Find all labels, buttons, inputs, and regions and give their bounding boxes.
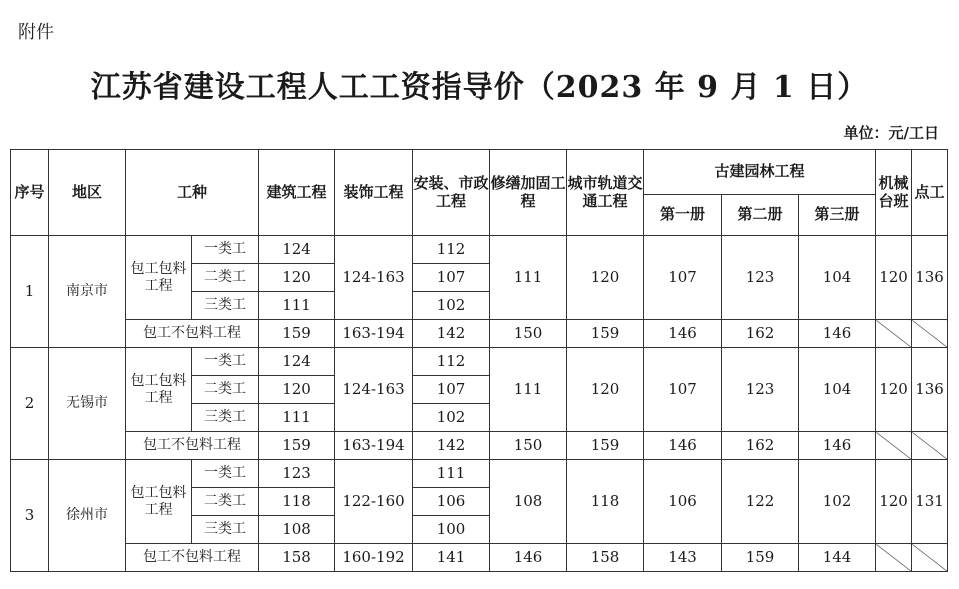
cell-empty-machinery (876, 320, 912, 348)
cell-nomat-label: 包工不包料工程 (126, 432, 259, 460)
page-title: 江苏省建设工程人工工资指导价（2023 年 9 月 1 日） (90, 70, 869, 105)
cell-nomat-installation: 142 (413, 320, 490, 348)
cell-nomat-repair: 150 (490, 320, 567, 348)
cell-group-label: 包工包料工程 (126, 348, 192, 432)
cell-machinery: 120 (876, 236, 912, 320)
cell-installation: 107 (413, 376, 490, 404)
cell-empty-machinery (876, 432, 912, 460)
cell-nomat-rail: 159 (567, 432, 644, 460)
cell-nomat-building: 158 (259, 544, 335, 572)
unit-label: 单位：元/工日 (843, 124, 939, 142)
cell-installation: 107 (413, 264, 490, 292)
cell-worker-class: 三类工 (192, 404, 259, 432)
cell-empty-spot (912, 320, 948, 348)
cell-vol1: 107 (644, 348, 722, 432)
cell-spot: 136 (912, 236, 948, 320)
cell-worker-class: 二类工 (192, 376, 259, 404)
cell-building: 111 (259, 404, 335, 432)
cell-machinery: 120 (876, 460, 912, 544)
cell-building: 120 (259, 264, 335, 292)
cell-nomat-rail: 159 (567, 320, 644, 348)
cell-vol3: 102 (799, 460, 876, 544)
cell-installation: 102 (413, 292, 490, 320)
cell-decoration: 124-163 (335, 348, 413, 432)
header-work-type: 工种 (126, 150, 259, 236)
cell-installation: 106 (413, 488, 490, 516)
cell-worker-class: 一类工 (192, 460, 259, 488)
cell-installation: 100 (413, 516, 490, 544)
cell-empty-spot (912, 432, 948, 460)
cell-installation: 102 (413, 404, 490, 432)
cell-region: 无锡市 (49, 348, 126, 460)
header-row-top (11, 150, 948, 195)
cell-nomat-building: 159 (259, 320, 335, 348)
cell-region: 徐州市 (49, 460, 126, 572)
header-vol2: 第二册 (722, 195, 799, 236)
header-repair: 修缮加固工程 (490, 150, 567, 236)
cell-empty-machinery (876, 544, 912, 572)
cell-worker-class: 三类工 (192, 516, 259, 544)
cell-nomat-decoration: 163-194 (335, 432, 413, 460)
table-body (11, 236, 948, 572)
cell-vol2: 123 (722, 236, 799, 320)
cell-seq: 2 (11, 348, 49, 460)
cell-nomat-vol3: 146 (799, 432, 876, 460)
cell-seq: 1 (11, 236, 49, 348)
cell-repair: 111 (490, 236, 567, 320)
header-machinery: 机械台班 (876, 150, 912, 236)
cell-vol1: 107 (644, 236, 722, 320)
cell-nomat-label: 包工不包料工程 (126, 320, 259, 348)
cell-decoration: 124-163 (335, 236, 413, 320)
cell-vol3: 104 (799, 348, 876, 432)
cell-spot: 131 (912, 460, 948, 544)
header-spot: 点工 (912, 150, 948, 236)
cell-nomat-vol1: 143 (644, 544, 722, 572)
header-rail: 城市轨道交通工程 (567, 150, 644, 236)
cell-nomat-vol1: 146 (644, 432, 722, 460)
table-row (11, 432, 948, 460)
cell-nomat-repair: 150 (490, 432, 567, 460)
cell-nomat-vol3: 144 (799, 544, 876, 572)
cell-seq: 3 (11, 460, 49, 572)
header-region: 地区 (49, 150, 126, 236)
cell-installation: 111 (413, 460, 490, 488)
cell-nomat-building: 159 (259, 432, 335, 460)
cell-worker-class: 二类工 (192, 488, 259, 516)
cell-building: 123 (259, 460, 335, 488)
table-row (11, 460, 948, 488)
header-installation: 安装、市政工程 (413, 150, 490, 236)
cell-vol3: 104 (799, 236, 876, 320)
cell-rail: 120 (567, 348, 644, 432)
header-decoration: 装饰工程 (335, 150, 413, 236)
cell-nomat-label: 包工不包料工程 (126, 544, 259, 572)
cell-group-label: 包工包料工程 (126, 460, 192, 544)
cell-building: 124 (259, 348, 335, 376)
cell-nomat-rail: 158 (567, 544, 644, 572)
cell-nomat-vol1: 146 (644, 320, 722, 348)
cell-worker-class: 一类工 (192, 236, 259, 264)
cell-nomat-vol2: 162 (722, 432, 799, 460)
cell-building: 108 (259, 516, 335, 544)
header-seq: 序号 (11, 150, 49, 236)
header-ancient: 古建园林工程 (644, 150, 876, 195)
cell-vol2: 122 (722, 460, 799, 544)
cell-nomat-installation: 142 (413, 432, 490, 460)
cell-vol2: 123 (722, 348, 799, 432)
cell-rail: 120 (567, 236, 644, 320)
attachment-label: 附件 (18, 22, 54, 43)
cell-nomat-vol2: 162 (722, 320, 799, 348)
cell-building: 124 (259, 236, 335, 264)
cell-region: 南京市 (49, 236, 126, 348)
cell-installation: 112 (413, 236, 490, 264)
cell-nomat-vol3: 146 (799, 320, 876, 348)
cell-rail: 118 (567, 460, 644, 544)
table-row (11, 544, 948, 572)
cell-nomat-decoration: 160-192 (335, 544, 413, 572)
header-vol3: 第三册 (799, 195, 876, 236)
table-row (11, 348, 948, 376)
cell-nomat-repair: 146 (490, 544, 567, 572)
cell-vol1: 106 (644, 460, 722, 544)
cell-building: 118 (259, 488, 335, 516)
cell-decoration: 122-160 (335, 460, 413, 544)
cell-worker-class: 三类工 (192, 292, 259, 320)
cell-empty-spot (912, 544, 948, 572)
cell-nomat-installation: 141 (413, 544, 490, 572)
table-row (11, 320, 948, 348)
cell-machinery: 120 (876, 348, 912, 432)
cell-nomat-vol2: 159 (722, 544, 799, 572)
cell-installation: 112 (413, 348, 490, 376)
cell-repair: 111 (490, 348, 567, 432)
header-vol1: 第一册 (644, 195, 722, 236)
cell-repair: 108 (490, 460, 567, 544)
cell-building: 111 (259, 292, 335, 320)
table-row (11, 236, 948, 264)
cell-building: 120 (259, 376, 335, 404)
cell-nomat-decoration: 163-194 (335, 320, 413, 348)
cell-spot: 136 (912, 348, 948, 432)
cell-group-label: 包工包料工程 (126, 236, 192, 320)
cell-worker-class: 二类工 (192, 264, 259, 292)
header-building: 建筑工程 (259, 150, 335, 236)
cell-worker-class: 一类工 (192, 348, 259, 376)
wage-table (10, 149, 948, 572)
